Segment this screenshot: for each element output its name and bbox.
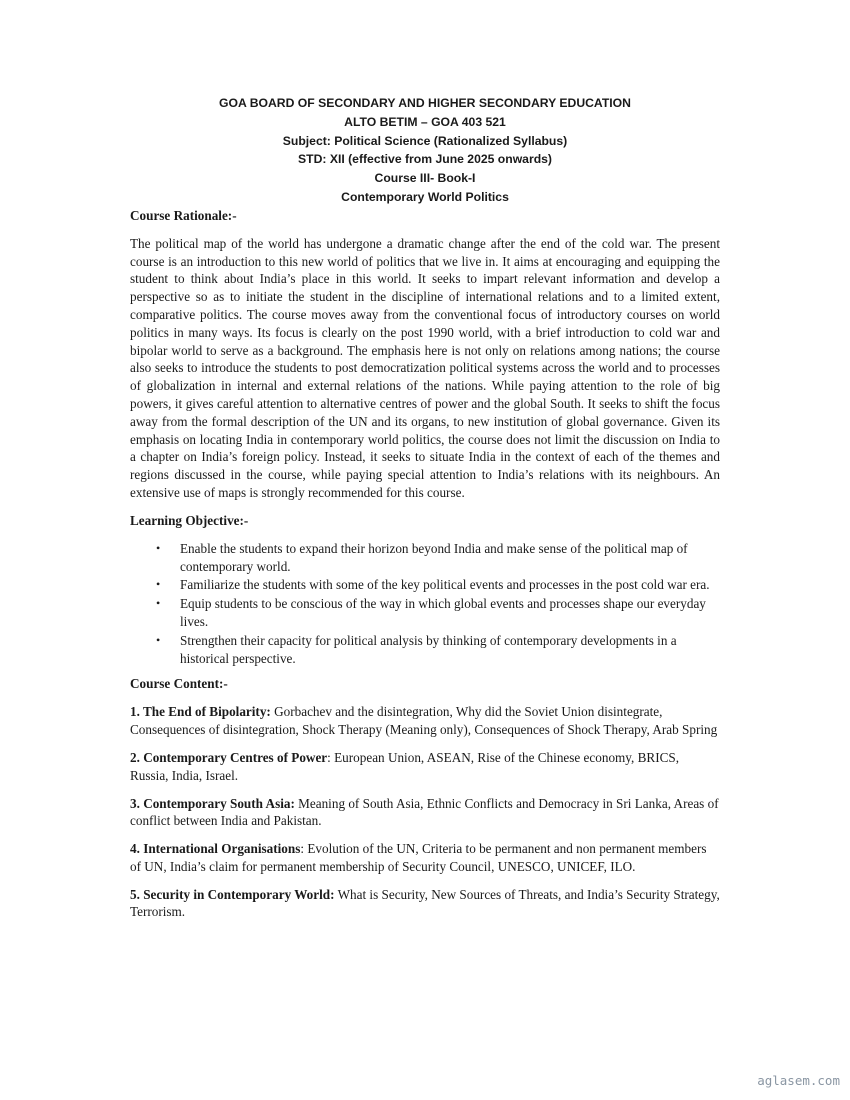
unit-title: 1. The End of Bipolarity: <box>130 704 271 720</box>
unit-text: : Evolution of the UN, Criteria to be permanent and non permanent members of UN, India’s claim for permanent membership of Security Council, UNESCO, UNICEF, ILO. <box>130 841 707 874</box>
objective-text: Equip students to be conscious of the way in which global events and processes shape our everyday lives. <box>180 596 706 629</box>
unit-text: Gorbachev and the disintegration, Why did the Soviet Union disintegrate, Consequences of disintegration, Shock Therapy (Meaning only), Consequences of Shock Therapy, Arab Spring <box>130 704 718 738</box>
unit-text: Meaning of South Asia, Ethnic Conflicts and Democracy in Sri Lanka, Areas of conflict between India and Pakistan. <box>130 795 719 829</box>
subject-line: Subject: Political Science (Rationalized Syllabus) <box>282 133 568 148</box>
unit-title: 2. Contemporary Centres of Power <box>130 749 328 765</box>
objective-text: Enable the students to expand their horizon beyond India and make sense of the political map of contemporary world. <box>180 540 688 574</box>
objectives-list <box>130 540 720 668</box>
objectives-heading: Learning Objective:- <box>130 512 249 528</box>
bullet-icon: • <box>156 596 161 611</box>
list-item <box>130 540 720 576</box>
course-line: Course III- Book-I <box>374 171 476 186</box>
watermark: aglasem.com <box>757 1073 840 1088</box>
unit-text: What is Security, New Sources of Threats, and India’s Security Strategy, Terrorism. <box>130 886 720 920</box>
rationale-text: The political map of the world has undergone a dramatic change after the end of the cold war. The present course is an introduction to this new world of politics that we live in. It aims at encouraging and equipping the student to think about India’s place in this world. It seeks to impart relevant information and develop a perspective so as to initiate the student in the discipline of international relations and to a limited extent, comparative politics. The course moves away from the conventional focus of introductory courses on world politics in many ways. Its focus is clearly on the post 1990 world, with a brief introduction to cold war and bipolar world to serve as a background. The emphasis here is not only on relations among nations; the course also seeks to introduce the students to post democratization political systems across the world and to processes of globalization in internal and external relations of the nations. While paying attention to the role of big powers, it gives careful attention to alternative centres of power and the global South. It seeks to shift the focus away from the formal description of the UN and its organs, to new institution of global governance. Given its emphasis on locating India in contemporary world politics, the course does not limit the discussion on India to a chapter on India’s foreign policy. Instead, it seeks to situate India in the context of each of the themes and regions discussed in the course, while paying special attention to India’s relations with its neighbours. An extensive use of maps is strongly recommended for this course. <box>130 235 720 500</box>
standard-line: STD: XII (effective from June 2025 onwards) <box>298 152 552 167</box>
unit-title: 4. International Organisations <box>130 841 301 857</box>
bullet-icon: • <box>156 540 161 555</box>
objective-text: Strengthen their capacity for political analysis by thinking of contemporary developments in a historical perspective. <box>180 632 677 666</box>
board-address: ALTO BETIM – GOA 403 521 <box>344 114 506 129</box>
unit-title: 3. Contemporary South Asia: <box>130 795 295 811</box>
unit-title: 5. Security in Contemporary World: <box>130 886 335 902</box>
objective-text: Familiarize the students with some of the key political events and processes in the post cold war era. <box>180 577 710 593</box>
content-heading: Course Content:- <box>130 676 228 692</box>
list-item <box>130 576 720 594</box>
rationale-heading: Course Rationale:- <box>130 207 237 223</box>
bullet-icon: • <box>156 577 161 592</box>
unit-text: : European Union, ASEAN, Rise of the Chinese economy, BRICS, Russia, India, Israel. <box>130 749 680 783</box>
unit-3 <box>130 795 720 831</box>
document-header <box>130 94 720 207</box>
bullet-icon: • <box>156 632 161 647</box>
unit-2 <box>130 749 720 785</box>
unit-4 <box>130 840 720 876</box>
unit-1 <box>130 703 720 739</box>
unit-5 <box>130 886 720 922</box>
list-item <box>130 595 720 631</box>
list-item <box>130 632 720 668</box>
book-title: Contemporary World Politics <box>341 189 509 204</box>
board-name: GOA BOARD OF SECONDARY AND HIGHER SECONDARY EDUCATION <box>219 96 631 110</box>
document-page <box>130 94 720 921</box>
